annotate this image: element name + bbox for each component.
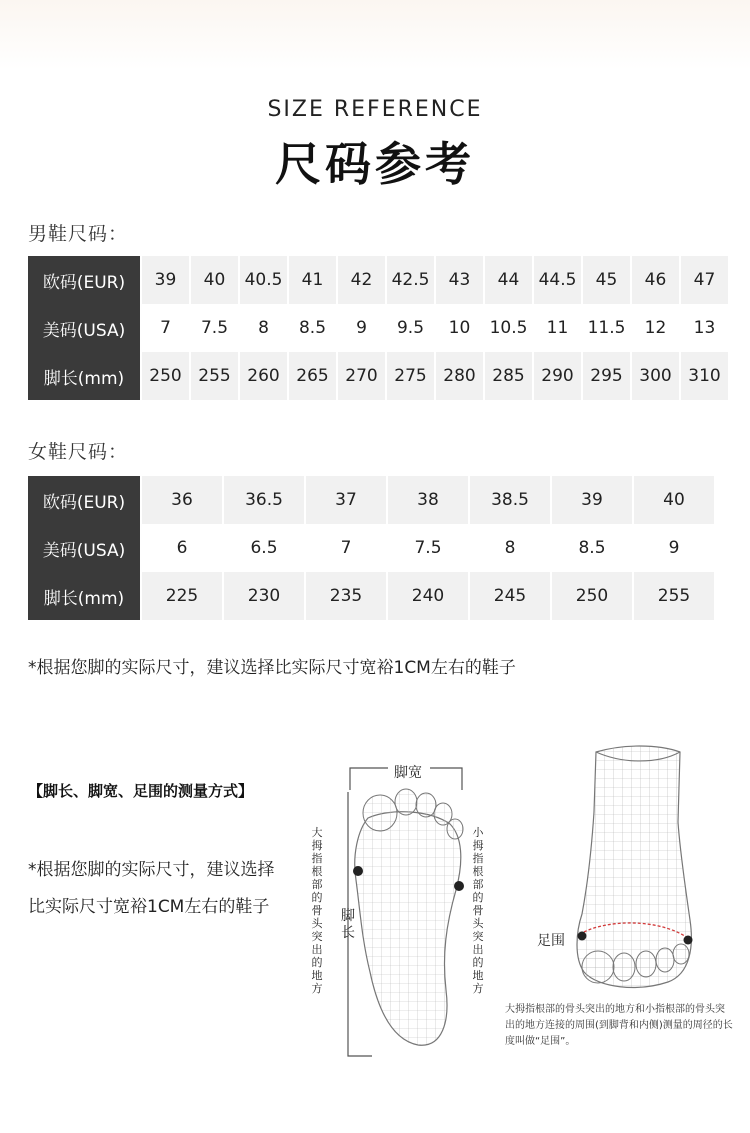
women-length-cell: 255 [632,572,714,620]
men-usa-cell: 9 [336,304,385,352]
women-length-cell: 240 [386,572,468,620]
front-toe-5 [673,944,689,964]
big-toe-joint-point [353,866,363,876]
measurement-method-body: *根据您脚的实际尺寸，建议选择比实际尺寸宽裕1CM左右的鞋子 [28,860,275,917]
men-usa-cell: 10 [434,304,483,352]
row-header-length: 脚长(mm) [28,352,140,400]
men-eur-cell: 47 [679,256,728,304]
men-length-cell: 265 [287,352,336,400]
women-eur-cell: 38.5 [468,476,550,524]
men-length-cell: 275 [385,352,434,400]
men-row-eur [28,256,728,304]
women-length-cell: 235 [304,572,386,620]
women-size-label: 女鞋尺码： [28,441,129,463]
foot-girth-diagram [568,742,708,994]
men-usa-cell: 11 [532,304,581,352]
women-usa-cell: 8 [468,524,550,572]
width-line-right [430,768,462,790]
second-toe [395,789,417,815]
men-eur-cell: 44 [483,256,532,304]
men-eur-cell: 40 [189,256,238,304]
men-usa-cell: 10.5 [483,304,532,352]
women-eur-cell: 36.5 [222,476,304,524]
men-length-cell: 295 [581,352,630,400]
women-usa-cell: 8.5 [550,524,632,572]
men-usa-cell: 12 [630,304,679,352]
men-length-cell: 300 [630,352,679,400]
women-length-cell: 230 [222,572,304,620]
girth-label: 足围 [537,933,565,949]
women-length-cell: 245 [468,572,550,620]
front-toe-4 [656,948,674,972]
sole-shape [355,812,461,1045]
men-size-label: 男鞋尺码： [28,223,129,245]
men-row-usa [28,304,728,352]
men-length-cell: 250 [140,352,189,400]
men-usa-cell: 7.5 [189,304,238,352]
women-row-length [28,572,714,620]
big-toe-joint-note: 大拇指根部的骨头突出的地方 [311,826,323,995]
page-title: 尺码参考 [275,137,475,191]
men-eur-cell: 42 [336,256,385,304]
men-length-cell: 270 [336,352,385,400]
size-advice-note: *根据您脚的实际尺寸，建议选择比实际尺寸宽裕1CM左右的鞋子 [28,658,516,678]
women-usa-cell: 6.5 [222,524,304,572]
men-usa-cell: 11.5 [581,304,630,352]
third-toe [416,793,436,817]
men-usa-cell: 8.5 [287,304,336,352]
measurement-method-title: 【脚长、脚宽、足围的测量方式】 [28,782,254,800]
men-usa-cell: 7 [140,304,189,352]
front-toe-2 [613,953,635,981]
women-length-cell: 225 [140,572,222,620]
row-header-usa: 美码(USA) [28,524,140,572]
foot-sole-diagram [300,740,500,1065]
top-gradient [0,0,750,70]
men-length-cell: 285 [483,352,532,400]
girth-caption: 大拇指根部的骨头突出的地方和小指根部的骨头突出的地方连接的周围(到脚背和内侧)测量的周径的长度叫做“足围”。 [505,1004,733,1047]
men-usa-cell: 13 [679,304,728,352]
front-toe-3 [636,951,656,977]
women-row-eur [28,476,714,524]
women-usa-cell: 6 [140,524,222,572]
row-header-eur: 欧码(EUR) [28,256,140,304]
row-header-eur: 欧码(EUR) [28,476,140,524]
men-eur-cell: 43 [434,256,483,304]
women-size-table [28,476,714,620]
men-length-cell: 255 [189,352,238,400]
men-size-table [28,256,728,400]
little-toe-joint-note: 小拇指根部的骨头突出的地方 [472,826,484,995]
men-length-cell: 260 [238,352,287,400]
row-header-usa: 美码(USA) [28,304,140,352]
women-eur-cell: 38 [386,476,468,524]
girth-point-right [684,936,693,945]
men-length-cell: 310 [679,352,728,400]
women-row-usa [28,524,714,572]
women-eur-cell: 40 [632,476,714,524]
men-row-length [28,352,728,400]
women-usa-cell: 7 [304,524,386,572]
men-length-cell: 280 [434,352,483,400]
width-line-left [350,768,388,790]
women-usa-cell: 7.5 [386,524,468,572]
men-eur-cell: 45 [581,256,630,304]
little-toe [447,819,463,839]
girth-point-left [578,932,587,941]
foot-length-label: 脚长 [341,908,355,941]
women-eur-cell: 37 [304,476,386,524]
foot-width-label: 脚宽 [394,765,422,781]
men-eur-cell: 44.5 [532,256,581,304]
men-usa-cell: 9.5 [385,304,434,352]
men-eur-cell: 41 [287,256,336,304]
women-usa-cell: 9 [632,524,714,572]
big-toe [363,795,397,831]
page-subtitle: SIZE REFERENCE [267,97,483,122]
women-eur-cell: 36 [140,476,222,524]
row-header-length: 脚长(mm) [28,572,140,620]
little-toe-joint-point [454,881,464,891]
men-eur-cell: 40.5 [238,256,287,304]
men-eur-cell: 42.5 [385,256,434,304]
women-length-cell: 250 [550,572,632,620]
men-eur-cell: 46 [630,256,679,304]
women-eur-cell: 39 [550,476,632,524]
men-eur-cell: 39 [140,256,189,304]
men-usa-cell: 8 [238,304,287,352]
front-big-toe [582,951,614,983]
men-length-cell: 290 [532,352,581,400]
